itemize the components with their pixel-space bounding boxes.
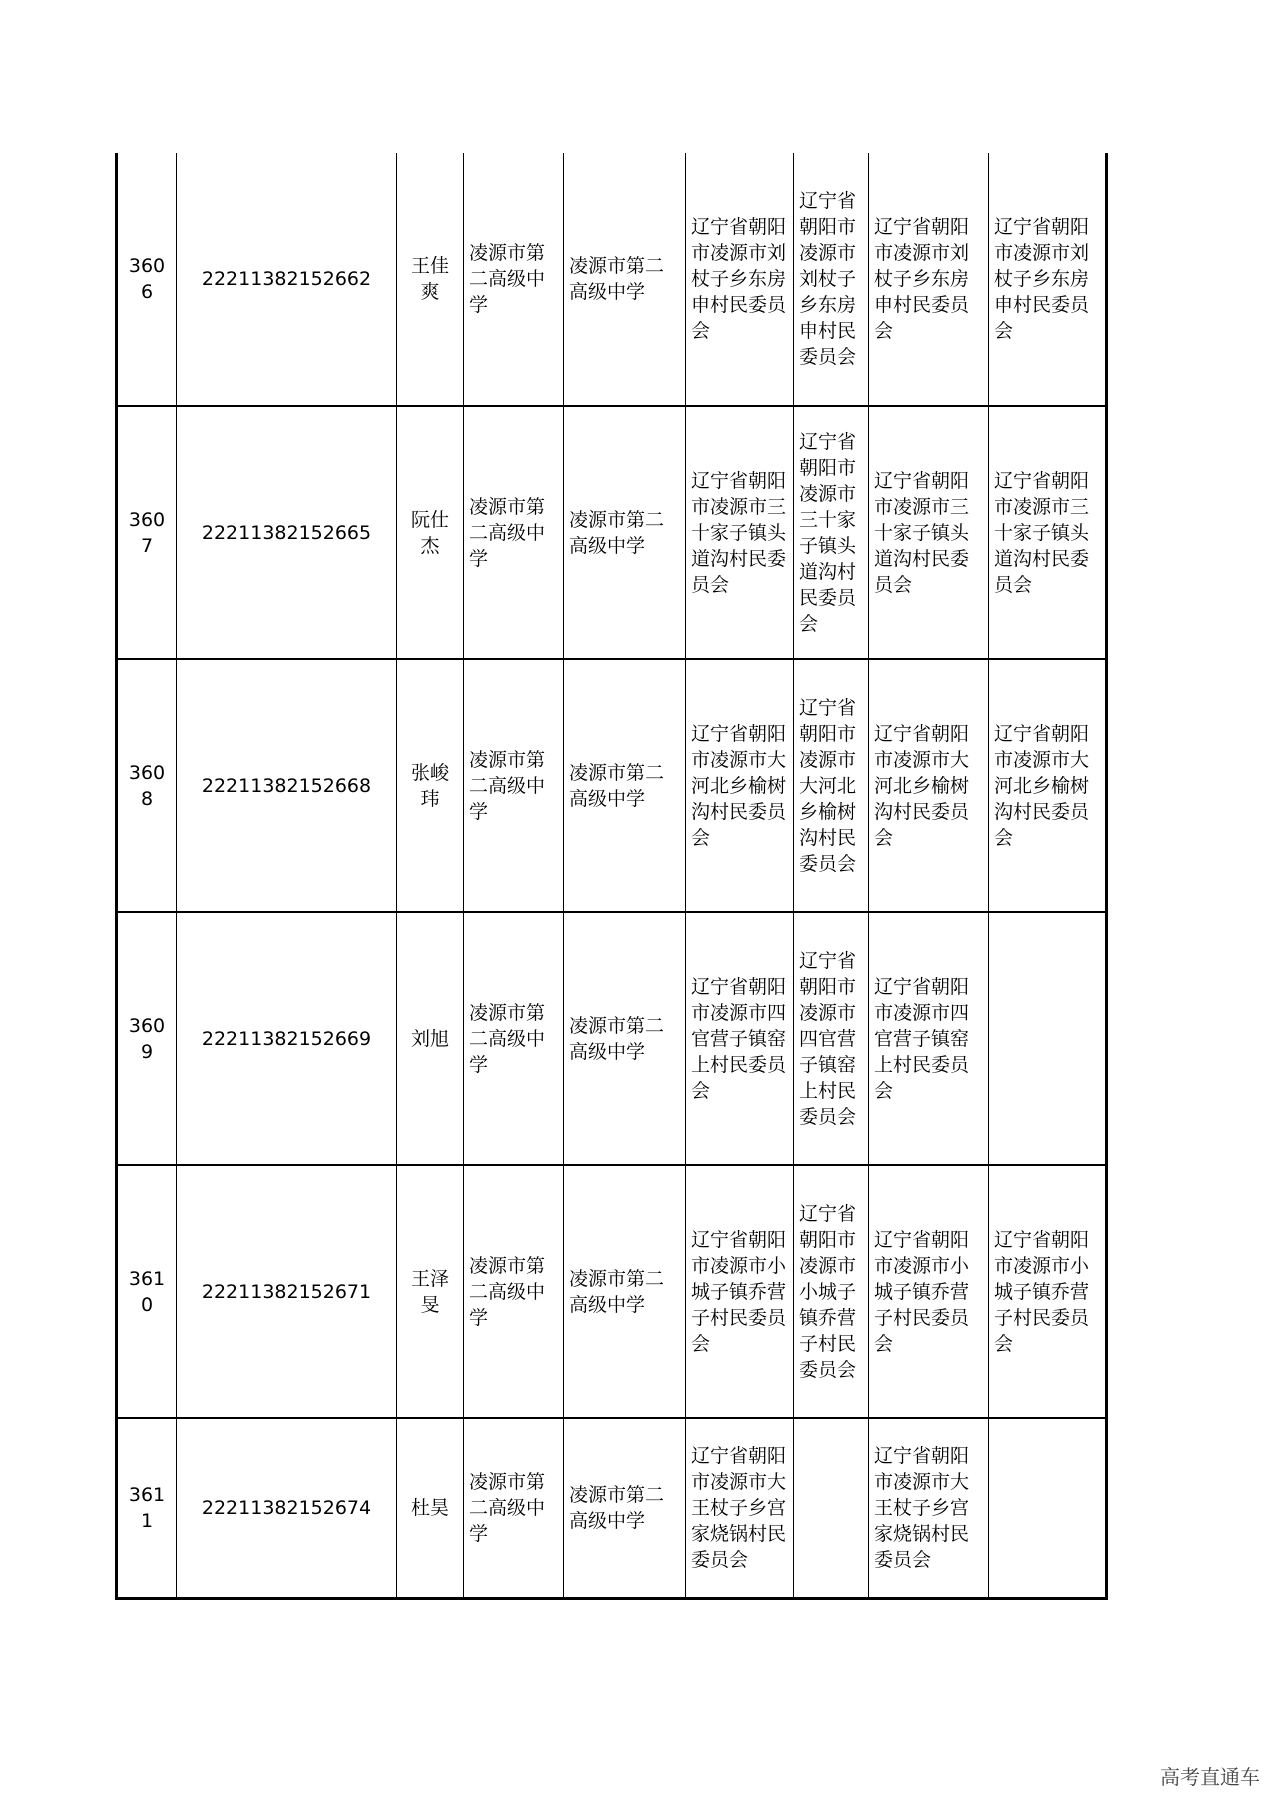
seq-cell: 3611: [117, 1418, 177, 1598]
address-cell: 辽宁省朝阳市凌源市大河北乡榆树沟村民委员会: [989, 659, 1107, 912]
name-cell: 阮仕杰: [397, 406, 464, 659]
seq-cell: 3608: [117, 659, 177, 912]
name-cell: 刘旭: [397, 912, 464, 1165]
address-cell: 辽宁省朝阳市凌源市大王杖子乡宫家烧锅村民委员会: [869, 1418, 989, 1598]
school-cell: 凌源市第二高级中学: [464, 153, 564, 406]
address-cell: [989, 1418, 1107, 1598]
table-row: [117, 912, 1107, 1165]
address-cell: 辽宁省朝阳市凌源市大王杖子乡宫家烧锅村民委员会: [686, 1418, 794, 1598]
address-cell: 辽宁省朝阳市凌源市三十家子镇头道沟村民委员会: [794, 406, 869, 659]
name-cell: 张峻玮: [397, 659, 464, 912]
exam-id-cell: 22211382152662: [177, 153, 397, 406]
address-cell: 辽宁省朝阳市凌源市大河北乡榆树沟村民委员会: [794, 659, 869, 912]
seq-cell: 3607: [117, 406, 177, 659]
school-cell: 凌源市第二高级中学: [564, 659, 686, 912]
school-cell: 凌源市第二高级中学: [564, 912, 686, 1165]
address-cell: 辽宁省朝阳市凌源市刘杖子乡东房申村民委员会: [869, 153, 989, 406]
name-cell: 杜昊: [397, 1418, 464, 1598]
exam-id-cell: 22211382152671: [177, 1165, 397, 1418]
address-cell: 辽宁省朝阳市凌源市小城子镇乔营子村民委员会: [989, 1165, 1107, 1418]
exam-id-cell: 22211382152668: [177, 659, 397, 912]
exam-id-cell: 22211382152665: [177, 406, 397, 659]
seq-cell: 3610: [117, 1165, 177, 1418]
table-row: [117, 659, 1107, 912]
table-row: [117, 1165, 1107, 1418]
table-row: [117, 153, 1107, 406]
school-cell: 凌源市第二高级中学: [564, 153, 686, 406]
address-cell: 辽宁省朝阳市凌源市刘杖子乡东房申村民委员会: [686, 153, 794, 406]
address-cell: 辽宁省朝阳市凌源市四官营子镇窑上村民委员会: [794, 912, 869, 1165]
table-row: [117, 406, 1107, 659]
school-cell: 凌源市第二高级中学: [464, 912, 564, 1165]
address-cell: 辽宁省朝阳市凌源市小城子镇乔营子村民委员会: [686, 1165, 794, 1418]
roster-table: [115, 153, 1108, 1600]
name-cell: 王泽旻: [397, 1165, 464, 1418]
school-cell: 凌源市第二高级中学: [464, 406, 564, 659]
address-cell: 辽宁省朝阳市凌源市四官营子镇窑上村民委员会: [869, 912, 989, 1165]
address-cell: 辽宁省朝阳市凌源市小城子镇乔营子村民委员会: [794, 1165, 869, 1418]
address-cell: [989, 912, 1107, 1165]
exam-id-cell: 22211382152674: [177, 1418, 397, 1598]
address-cell: 辽宁省朝阳市凌源市刘杖子乡东房申村民委员会: [794, 153, 869, 406]
school-cell: 凌源市第二高级中学: [464, 659, 564, 912]
table-row: [117, 1418, 1107, 1598]
school-cell: 凌源市第二高级中学: [564, 1165, 686, 1418]
address-cell: 辽宁省朝阳市凌源市大河北乡榆树沟村民委员会: [686, 659, 794, 912]
seq-cell: 3609: [117, 912, 177, 1165]
address-cell: 辽宁省朝阳市凌源市三十家子镇头道沟村民委员会: [869, 406, 989, 659]
address-cell: 辽宁省朝阳市凌源市四官营子镇窑上村民委员会: [686, 912, 794, 1165]
address-cell: 辽宁省朝阳市凌源市小城子镇乔营子村民委员会: [869, 1165, 989, 1418]
name-cell: 王佳爽: [397, 153, 464, 406]
address-cell: 辽宁省朝阳市凌源市三十家子镇头道沟村民委员会: [989, 406, 1107, 659]
school-cell: 凌源市第二高级中学: [464, 1165, 564, 1418]
address-cell: [794, 1418, 869, 1598]
exam-id-cell: 22211382152669: [177, 912, 397, 1165]
school-cell: 凌源市第二高级中学: [464, 1418, 564, 1598]
school-cell: 凌源市第二高级中学: [564, 406, 686, 659]
school-cell: 凌源市第二高级中学: [564, 1418, 686, 1598]
seq-cell: 3606: [117, 153, 177, 406]
address-cell: 辽宁省朝阳市凌源市三十家子镇头道沟村民委员会: [686, 406, 794, 659]
watermark-text: 高考直通车: [1160, 1765, 1260, 1789]
address-cell: 辽宁省朝阳市凌源市刘杖子乡东房申村民委员会: [989, 153, 1107, 406]
address-cell: 辽宁省朝阳市凌源市大河北乡榆树沟村民委员会: [869, 659, 989, 912]
